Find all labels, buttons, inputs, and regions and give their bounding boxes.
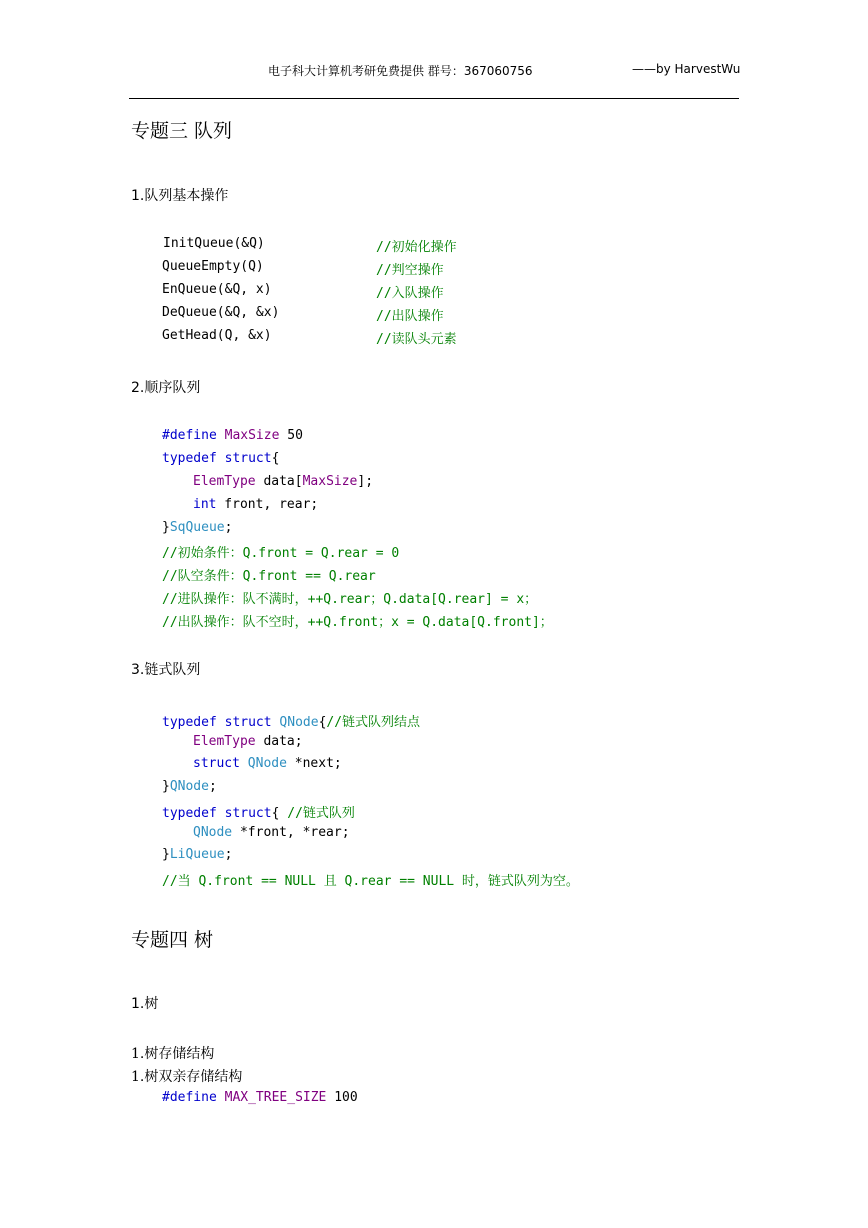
code-text: ;: [224, 520, 233, 535]
code-text: data;: [255, 734, 303, 749]
keyword: typedef: [162, 451, 217, 466]
macro-value: 100: [326, 1090, 358, 1105]
keyword: #define: [162, 428, 217, 443]
op-signature: InitQueue(&Q): [163, 236, 265, 251]
type-name: ElemType: [193, 734, 256, 749]
brace: }: [162, 847, 170, 862]
code-line: [162, 520, 232, 535]
code-line: [193, 825, 350, 840]
type-name: QNode: [169, 779, 209, 794]
op-comment: //出队操作: [376, 309, 444, 324]
keyword: struct: [224, 451, 272, 466]
keyword: struct: [224, 715, 272, 730]
code-line: [193, 474, 373, 489]
code-comment: //出队操作：队不空时，++Q.front；x = Q.data[Q.front]；: [162, 615, 553, 630]
tree-parent-storage-heading: 1.树双亲存储结构: [131, 1069, 243, 1085]
type-name: QNode: [247, 756, 287, 771]
macro-name: MaxSize: [224, 428, 280, 443]
code-line: [162, 428, 303, 443]
macro-value: 50: [279, 428, 303, 443]
brace: {: [318, 715, 327, 730]
queue-basic-heading: 1.队列基本操作: [131, 188, 229, 204]
op-signature: QueueEmpty(Q): [162, 259, 264, 274]
code-line: [193, 756, 342, 771]
code-comment: //链式队列: [287, 806, 355, 821]
brace: {: [271, 451, 280, 466]
code-text: *front, *rear;: [232, 825, 350, 840]
code-line: [162, 802, 355, 821]
code-text: data[: [255, 474, 303, 489]
keyword: struct: [224, 806, 272, 821]
code-line: [162, 451, 279, 466]
header-author: ——by HarvestWu: [632, 62, 741, 76]
brace: }: [162, 779, 170, 794]
keyword: typedef: [162, 806, 217, 821]
code-text: *next;: [286, 756, 342, 771]
op-comment: //读队头元素: [376, 332, 457, 347]
type-name: ElemType: [193, 474, 256, 489]
op-signature: EnQueue(&Q, x): [162, 282, 272, 297]
code-line: [193, 734, 303, 749]
seq-queue-heading: 2.顺序队列: [131, 380, 201, 396]
header-title: 电子科大计算机考研免费提供 群号：367060756: [268, 64, 533, 78]
type-name: QNode: [193, 825, 233, 840]
code-line: [162, 1090, 358, 1105]
macro-name: MaxSize: [302, 474, 358, 489]
section-tree-title: 专题四 树: [131, 929, 214, 951]
op-signature: DeQueue(&Q, &x): [162, 305, 280, 320]
type-name: SqQueue: [169, 520, 225, 535]
brace: {: [271, 806, 288, 821]
code-comment: //初始条件：Q.front = Q.rear = 0: [162, 546, 400, 561]
type-name: LiQueue: [169, 847, 225, 862]
keyword: typedef: [162, 715, 217, 730]
op-signature: GetHead(Q, &x): [162, 328, 272, 343]
code-comment: //进队操作：队不满时，++Q.rear；Q.data[Q.rear] = x；: [162, 592, 538, 607]
code-line: [162, 711, 420, 730]
keyword: #define: [162, 1090, 217, 1105]
code-comment: //队空条件：Q.front == Q.rear: [162, 569, 376, 584]
tree-heading: 1.树: [131, 996, 159, 1012]
code-text: ;: [224, 847, 233, 862]
code-comment: //链式队列结点: [326, 715, 421, 730]
tree-storage-heading: 1.树存储结构: [131, 1046, 215, 1062]
op-comment: //入队操作: [376, 286, 444, 301]
code-text: ];: [357, 474, 374, 489]
op-comment: //初始化操作: [376, 240, 457, 255]
section-queue-title: 专题三 队列: [131, 120, 233, 142]
code-line: [162, 847, 232, 862]
type-name: QNode: [279, 715, 319, 730]
macro-name: MAX_TREE_SIZE: [224, 1090, 327, 1105]
keyword: struct: [193, 756, 240, 771]
code-line: [193, 497, 318, 512]
code-line: [162, 779, 217, 794]
linked-queue-heading: 3.链式队列: [131, 662, 201, 678]
code-comment: //当 Q.front == NULL 且 Q.rear == NULL 时，链式队列为空。: [162, 874, 579, 889]
keyword: int: [193, 497, 217, 512]
code-text: front, rear;: [216, 497, 319, 512]
header-rule: [129, 98, 739, 99]
code-text: ;: [208, 779, 217, 794]
brace: }: [162, 520, 170, 535]
op-comment: //判空操作: [376, 263, 444, 278]
